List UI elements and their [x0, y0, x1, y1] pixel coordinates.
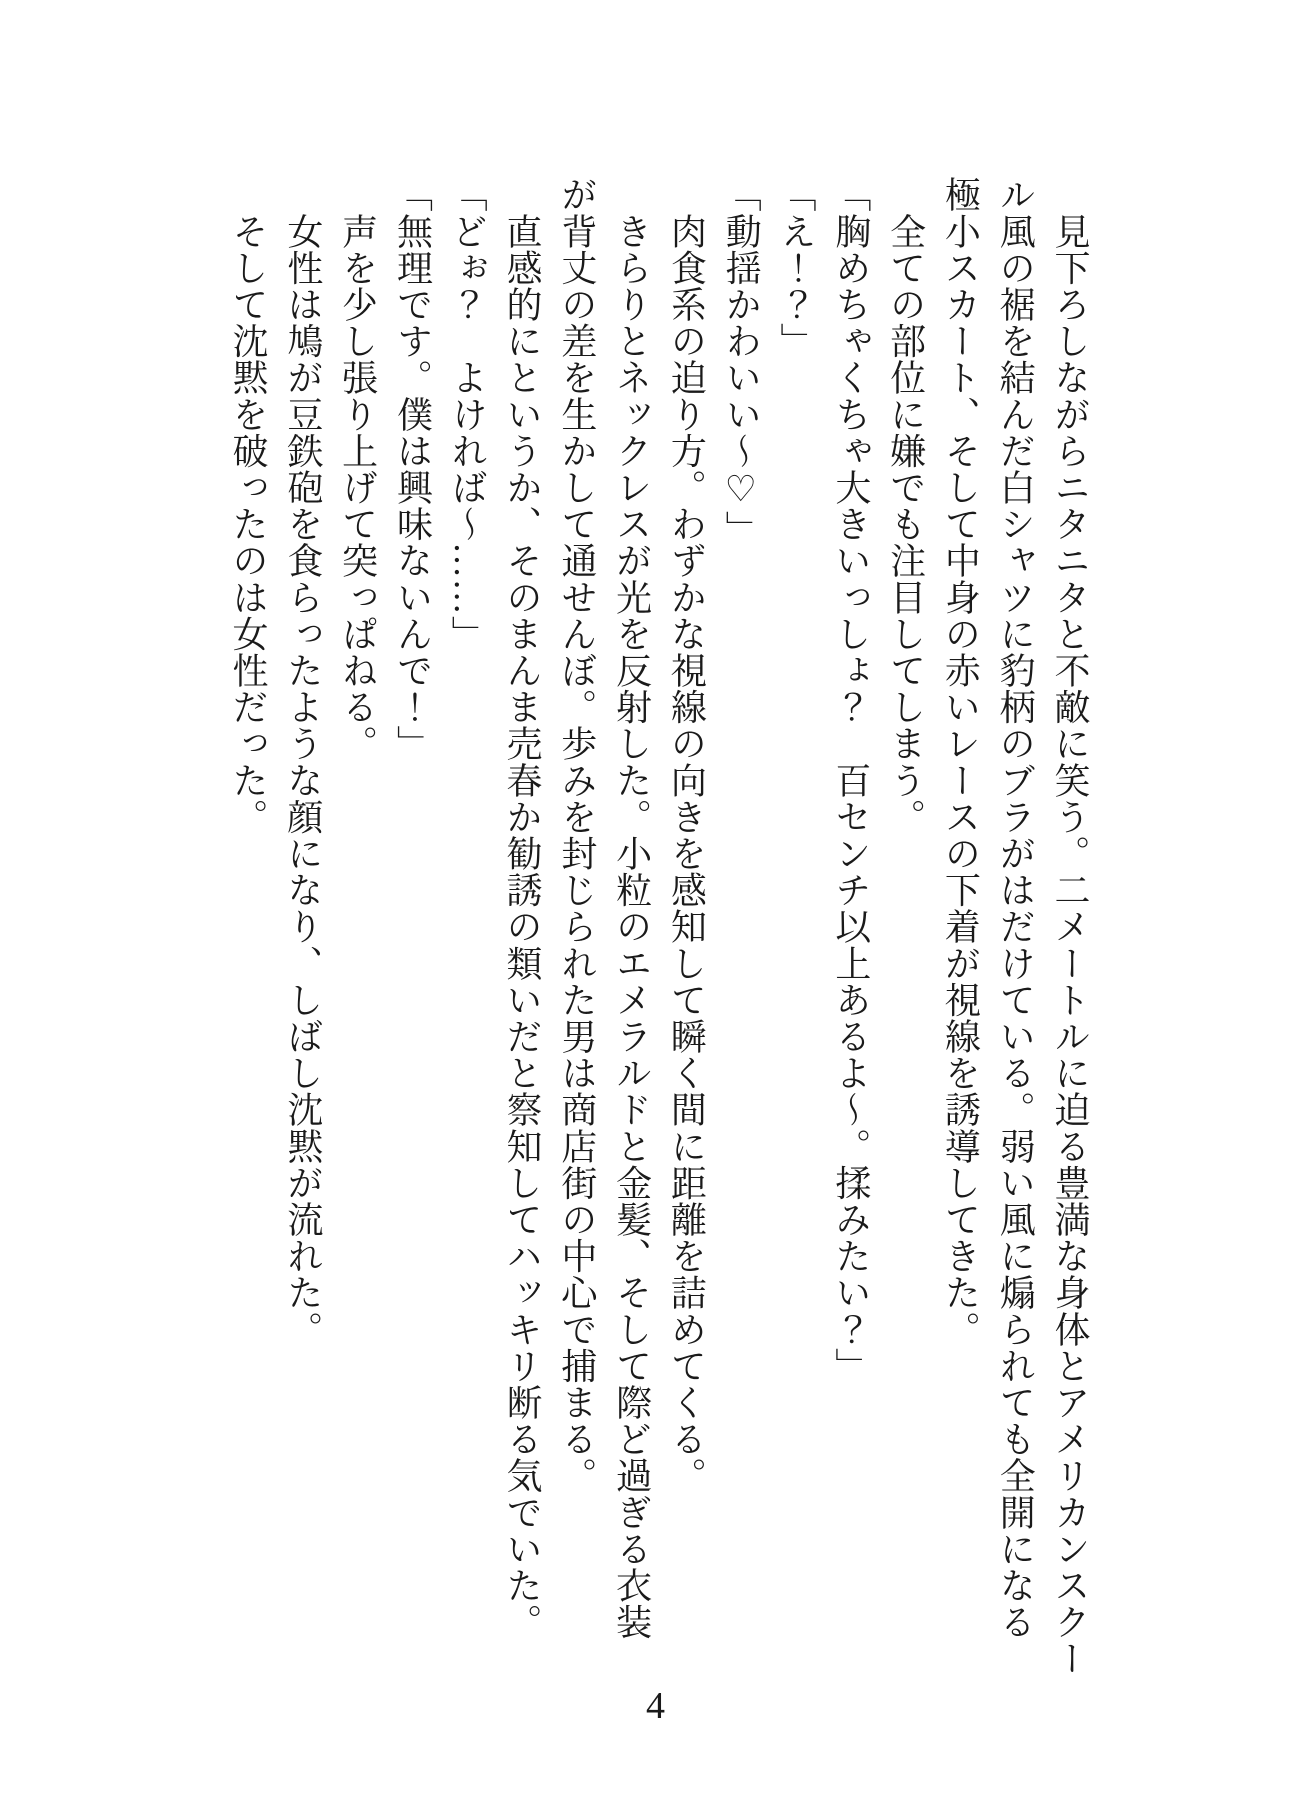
- text-column-dialogue: 「胸めちゃくちゃ大きいっしょ？ 百センチ以上あるよ〜。揉みたい？」: [830, 176, 871, 1384]
- page-text: [213, 176, 1097, 1736]
- text-column: が背丈の差を生かして通せんぼ。歩みを封じられた男は商店街の中心で捕まる。: [556, 176, 597, 1494]
- text-column: 極小スカート、そして中身の赤いレースの下着が視線を誘導してきた。: [940, 176, 981, 1348]
- text-column: ル風の裾を結んだ白シャツに豹柄のブラがはだけている。弱い風に煽られても全開になる: [995, 176, 1036, 1640]
- text-column: きらりとネックレスが光を反射した。小粒のエメラルドと金髪、そして際ど過ぎる衣装: [611, 176, 652, 1640]
- text-column: 直感的にというか、そのまんま売春か勧誘の類いだと察知してハッキリ断る気でいた。: [502, 176, 543, 1640]
- text-column: 全ての部位に嫌でも注目してしまう。: [885, 176, 926, 835]
- text-column-dialogue: 「え！？」: [776, 176, 817, 359]
- text-column-dialogue: 「動揺かわいい〜♡」: [721, 176, 762, 547]
- text-column: 肉食系の迫り方。わずかな視線の向きを感知して瞬く間に距離を詰めてくる。: [666, 176, 707, 1494]
- text-column: 声を少し張り上げて突っぱねる。: [337, 176, 378, 762]
- text-column-dialogue: 「どぉ？ よければ〜……」: [447, 176, 488, 652]
- text-column: 見下ろしながらニタニタと不敵に笑う。二メートルに迫る豊満な身体とアメリカンスクー: [1050, 176, 1090, 1677]
- text-column-dialogue: 「無理です。僕は興味ないんで！」: [392, 176, 433, 762]
- text-column: 女性は鳩が豆鉄砲を食らったような顔になり、しばし沈黙が流れた。: [282, 176, 323, 1348]
- page-number: 4: [646, 1685, 665, 1727]
- text-column: そして沈黙を破ったのは女性だった。: [228, 176, 269, 835]
